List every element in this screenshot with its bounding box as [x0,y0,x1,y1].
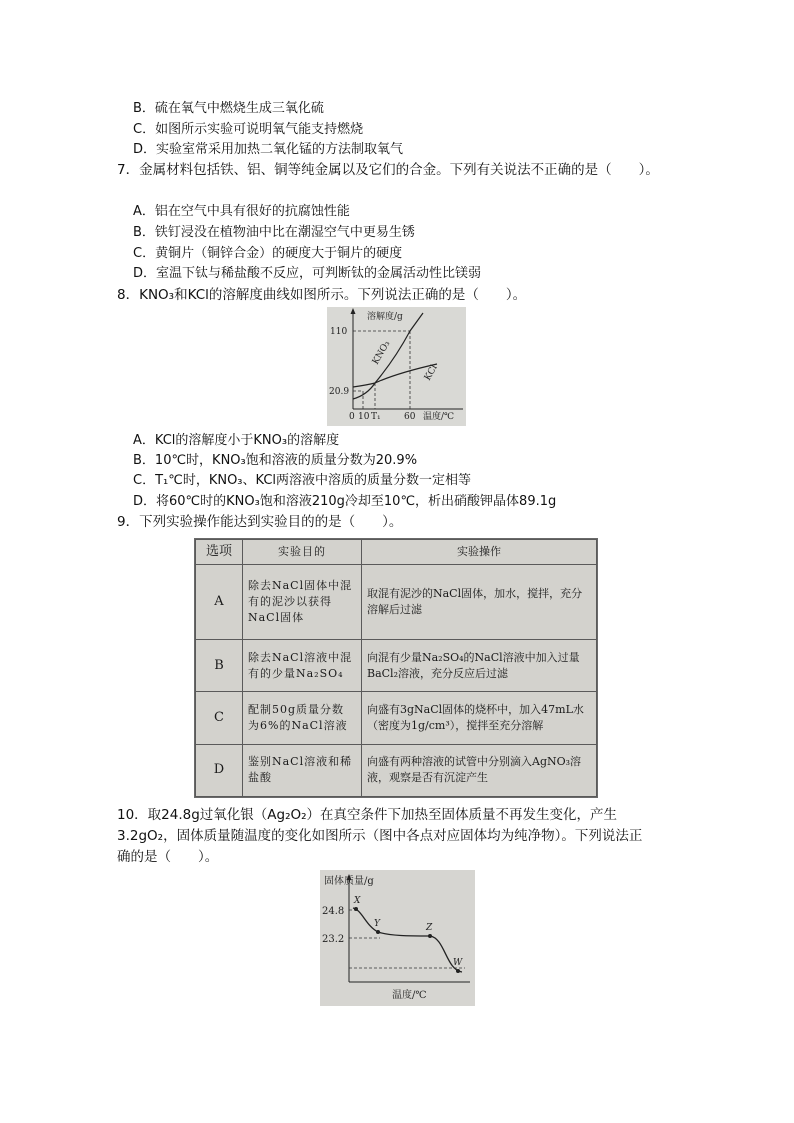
header-operation: 实验操作 [362,540,597,565]
row-operation: 向混有少量Na₂SO₄的NaCl溶液中加入过量BaCl₂溶液，充分反应后过滤 [362,639,597,691]
q7-option-d: D．室温下钛与稀盐酸不反应，可判断钛的金属活动性比镁弱 [133,266,482,281]
q8-option-a: A．KCl的溶解度小于KNO₃的溶解度 [133,433,340,448]
q7-option-a: A．铝在空气中具有很好的抗腐蚀性能 [133,204,350,219]
solubility-curve-figure [327,307,466,426]
y-tick-20-9: 20.9 [329,387,350,397]
point-z-label: Z [426,923,433,933]
row-option: D [196,744,243,796]
point-y-label: Y [374,919,380,929]
x-tick-0: 0 [349,412,355,422]
q8-stem: 8．KNO₃和KCl的溶解度曲线如图所示。下列说法正确的是（ ）。 [117,287,527,303]
q10-stem-line2: 3.2gO₂，固体质量随温度的变化如图所示（图中各点对应固体均为纯净物）。下列说法正 [117,828,643,844]
row-goal: 鉴别NaCl溶液和稀盐酸 [243,744,362,796]
row-option: B [196,639,243,691]
q9-stem: 9．下列实验操作能达到实验目的的是（ ）。 [117,514,403,530]
q7-stem: 7．金属材料包括铁、铝、铜等纯金属以及它们的合金。下列有关说法不正确的是（ ）。 [117,162,659,178]
x-axis-label: 温度/℃ [423,412,455,422]
row-goal: 配制50g质量分数为6%的NaCl溶液 [243,692,362,744]
row-goal: 除去NaCl溶液中混有的少量Na₂SO₄ [243,639,362,691]
q8-option-b: B．10℃时，KNO₃饱和溶液的质量分数为20.9% [133,453,418,468]
row-operation: 向盛有两种溶液的试管中分别滴入AgNO₃溶液，观察是否有沉淀产生 [362,744,597,796]
x-tick-60: 60 [404,412,416,422]
y-tick-24-8: 24.8 [322,906,345,917]
y-axis-label: 溶解度/g [367,312,403,322]
x-axis-label: 温度/℃ [392,990,427,1001]
table-header-row [196,540,597,565]
experiment-table [194,538,598,798]
table-row [196,639,597,691]
q10-stem-line3: 确的是（ ）。 [117,849,219,865]
q6-option-b: B．硫在氧气中燃烧生成三氧化硫 [133,101,324,116]
header-option: 选项 [196,540,243,565]
row-operation: 取混有泥沙的NaCl固体，加水，搅拌，充分溶解后过滤 [362,565,597,640]
q7-option-c: C．黄铜片（铜锌合金）的硬度大于铜片的硬度 [133,246,403,261]
q8-option-d: D．将60℃时的KNO₃饱和溶液210g冷却至10℃，析出硝酸钾晶体89.1g [133,494,557,509]
q7-option-b: B．铁钉浸没在植物油中比在潮湿空气中更易生锈 [133,225,415,240]
row-option: C [196,692,243,744]
kcl-curve-label: KCl [422,363,440,383]
point-x-label: X [354,896,361,906]
q6-option-d: D．实验室常采用加热二氧化锰的方法制取氧气 [133,142,404,157]
y-tick-110: 110 [330,327,348,337]
x-tick-t1: T₁ [371,412,381,422]
y-axis-label: 固体质量/g [324,876,374,887]
table-row [196,692,597,744]
y-tick-23-2: 23.2 [322,934,345,945]
row-operation: 向盛有3gNaCl固体的烧杯中，加入47mL水（密度为1g/cm³），搅拌至充分溶解 [362,692,597,744]
q10-stem-line1: 10．取24.8g过氧化银（Ag₂O₂）在真空条件下加热至固体质量不再发生变化，产生 [117,807,618,823]
table-row [196,565,597,640]
header-goal: 实验目的 [243,540,362,565]
q6-option-c: C．如图所示实验可说明氧气能支持燃烧 [133,122,364,137]
point-w-label: W [453,958,463,968]
x-tick-10: 10 [358,412,370,422]
table-row [196,744,597,796]
row-goal: 除去NaCl固体中混有的泥沙以获得NaCl固体 [243,565,362,640]
q8-option-c: C．T₁℃时，KNO₃、KCl两溶液中溶质的质量分数一定相等 [133,473,472,488]
mass-temperature-figure [320,870,475,1006]
row-option: A [196,565,243,640]
kno3-curve-label: KNO₃ [370,339,393,367]
